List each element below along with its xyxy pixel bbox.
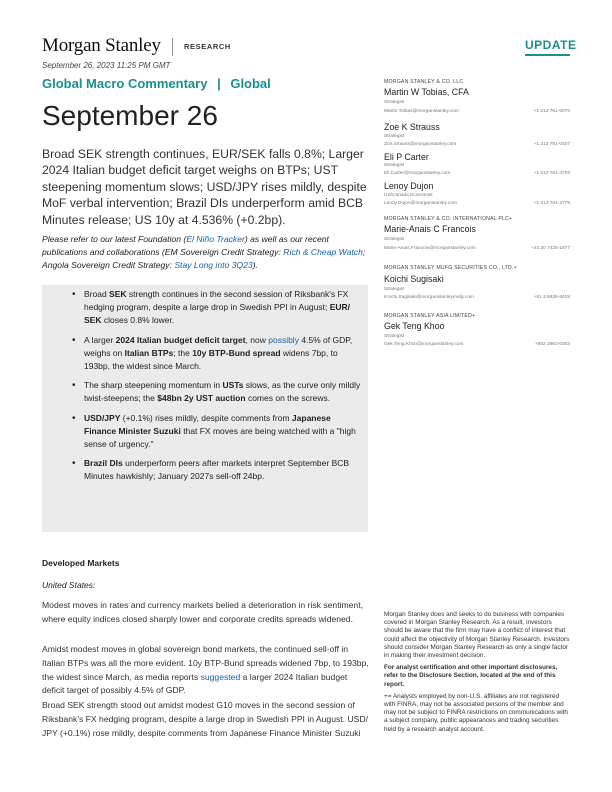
foundation-text-2: ) as well as our recent publications and collaborations (EM Sovereign Credit Strategy: bbox=[42, 234, 329, 257]
analyst-email[interactable]: Marie-Anais.Francois@morganstanley.com bbox=[384, 246, 476, 251]
analyst-name: Gek Teng Khoo bbox=[384, 321, 445, 331]
analyst-name: Lenoy Dujon bbox=[384, 181, 434, 191]
analyst-phone: +81 3 6836-8428 bbox=[533, 295, 570, 300]
analyst-phone: +1 212 761-4703 bbox=[533, 171, 570, 176]
analyst-role: Strategist bbox=[384, 334, 405, 339]
analyst-phone: +1 212 761-0407 bbox=[533, 142, 570, 147]
analyst-role: Strategist bbox=[384, 134, 405, 139]
el-nino-link[interactable]: El Niño Tracker bbox=[186, 234, 245, 244]
section-title: Developed Markets bbox=[42, 558, 120, 568]
analyst-email[interactable]: Zoe.Strauss@morganstanley.com bbox=[384, 142, 457, 147]
analyst-role: Strategist bbox=[384, 100, 405, 105]
brand-logo: Morgan Stanley bbox=[42, 35, 161, 56]
analyst-phone: +1 212 761-6076 bbox=[533, 109, 570, 114]
key-points-box bbox=[42, 285, 368, 532]
summary-text: Broad SEK strength continues, EUR/SEK falls 0.8%; Larger 2024 Italian budget deficit target weighs on BTPs; UST steepening momentum slows; USD/JPY rises mildly, despite MoF verbal intervention; Brazil DIs underperform amid BCB Minutes release; US 10y at 4.536% (+0.2bp). bbox=[42, 147, 367, 227]
publish-date: September 26, 2023 11:25 PM GMT bbox=[42, 61, 171, 70]
disclosure-note: For analyst certification and other important disclosures, refer to the Disclosure Section, located at the end of this report. bbox=[384, 664, 558, 688]
body-paragraph: Modest moves in rates and currency markets belied a deterioration in risk sentiment, where equity indices closed sharply lower and corporate credits spreads widened. bbox=[42, 600, 363, 624]
analyst-role: US/Canada Economist bbox=[384, 193, 433, 198]
firm-label: MORGAN STANLEY & CO. INTERNATIONAL PLC+ bbox=[384, 216, 513, 222]
analyst-email[interactable]: Eli.Carter@morganstanley.com bbox=[384, 171, 451, 176]
list-item: • Brazil DIs underperform peers after markets interpret September BCB Minutes hawkishly; January 2027s sell-off 24bp. bbox=[72, 457, 362, 483]
list-item: • The sharp steepening momentum in USTs slows, as the curve only mildly twist-steepens; the $48bn 2y UST auction comes on the screws. bbox=[72, 379, 362, 405]
analyst-name: Koichi Sugisaki bbox=[384, 274, 444, 284]
series-region: Global bbox=[230, 76, 271, 91]
firm-label: MORGAN STANLEY & CO. LLC bbox=[384, 79, 464, 85]
analyst-email[interactable]: Martin.Tobias@morganstanley.com bbox=[384, 109, 459, 114]
analyst-name: Zoe K Strauss bbox=[384, 122, 440, 132]
stay-long-link[interactable]: Stay Long into 3Q23 bbox=[174, 259, 253, 270]
page-title: September 26 bbox=[42, 100, 218, 131]
analyst-role: Strategist bbox=[384, 287, 405, 292]
firm-label: MORGAN STANLEY ASIA LIMITED+ bbox=[384, 313, 476, 319]
analyst-phone: +852 3963-0303 bbox=[534, 342, 570, 347]
analyst-name: Marie-Anais C Francois bbox=[384, 224, 476, 234]
foundation-text-3: ; Angola Sovereign Credit Strategy: bbox=[42, 246, 366, 270]
update-label: UPDATE bbox=[525, 38, 577, 52]
series-name: Global Macro Commentary bbox=[42, 76, 208, 91]
foundation-text-1: Please refer to our latest Foundation ( bbox=[42, 234, 187, 244]
analyst-name: Eli P Carter bbox=[384, 152, 429, 162]
foundation-note bbox=[42, 233, 372, 271]
suggested-link[interactable]: suggested bbox=[200, 671, 241, 682]
list-item: • USD/JPY (+0.1%) rises mildly, despite comments from Japanese Finance Minister Suzuki that FX moves are being watched with a "high sense of urgency." bbox=[72, 412, 362, 452]
possibly-link[interactable]: possibly bbox=[268, 334, 299, 345]
analyst-role: Strategist bbox=[384, 163, 405, 168]
foundation-text-4: ). bbox=[252, 259, 258, 270]
analyst-name: Martin W Tobias, CFA bbox=[384, 87, 469, 97]
analyst-email[interactable]: Koichi.Sugisaki@morganstanleymufg.com bbox=[384, 295, 474, 300]
list-item: • Broad SEK strength continues in the second session of Riksbank's FX hedging program, despite a large drop in Swedish PPI in August; EUR/ SEK closes 0.8% lower. bbox=[72, 288, 362, 328]
disclaimer-paragraph: Morgan Stanley does and seeks to do business with companies covered in Morgan Stanley Research. As a result, investors should be aware that the firm may have a conflict of interest that could affect the objectivity of Morgan Stanley Research. Investors should consider Morgan Stanley Research as only a single factor in making their investment decision. bbox=[384, 611, 570, 660]
disclaimer bbox=[384, 611, 570, 738]
analyst-email[interactable]: Gek.Teng.Khoo@morganstanley.com bbox=[384, 342, 464, 347]
logo-divider bbox=[172, 38, 173, 56]
list-item: • A larger 2024 Italian budget deficit target, now possibly 4.5% of GDP, weighs on Italian BTPs; the 10y BTP-Bund spread widens 7bp, to 193bp, the widest since March. bbox=[72, 334, 362, 374]
analyst-role: Strategist bbox=[384, 237, 405, 242]
series-separator: | bbox=[217, 76, 221, 91]
finra-note: += Analysts employed by non-U.S. affiliates are not registered with FINRA, may not be associated persons of the member and may not be subject to FINRA restrictions on communications with a subject company, public appearances and trading securities held by a research analyst account. bbox=[384, 692, 568, 733]
firm-label: MORGAN STANLEY MUFG SECURITIES CO., LTD.+ bbox=[384, 265, 517, 271]
body-paragraph: Amidst modest moves in global sovereign bond markets, the continued sell-off in Italian BTPs was all the more evident. 10y BTP-Bund spreads widened 7bp, to 193bp, the widest since March, as media reports suggested a larger 2024 Italian budget deficit target of possibly 4.5% of GDP. bbox=[42, 644, 369, 696]
analyst-phone: +1 212 761-2779 bbox=[533, 201, 570, 206]
subsection-title: United States: bbox=[42, 580, 96, 590]
body-paragraph: Broad SEK strength stood out amidst modest G10 moves in the second session of Riksbank's FX hedging program, despite a large drop in Swedish PPI in August. USD/ JPY (+0.1%) rose mildly, despite comments from Japanese Finance Minister Suzuki bbox=[42, 700, 368, 738]
series-title bbox=[42, 76, 271, 91]
update-underline bbox=[525, 54, 570, 56]
research-label: RESEARCH bbox=[184, 42, 231, 51]
analyst-email[interactable]: Lenoy.Dujon@morganstanley.com bbox=[384, 201, 457, 206]
analyst-phone: +44 20 7425-1877 bbox=[530, 246, 570, 251]
rich-cheap-link[interactable]: Rich & Cheap Watch bbox=[283, 246, 363, 257]
key-points-list bbox=[72, 288, 362, 490]
